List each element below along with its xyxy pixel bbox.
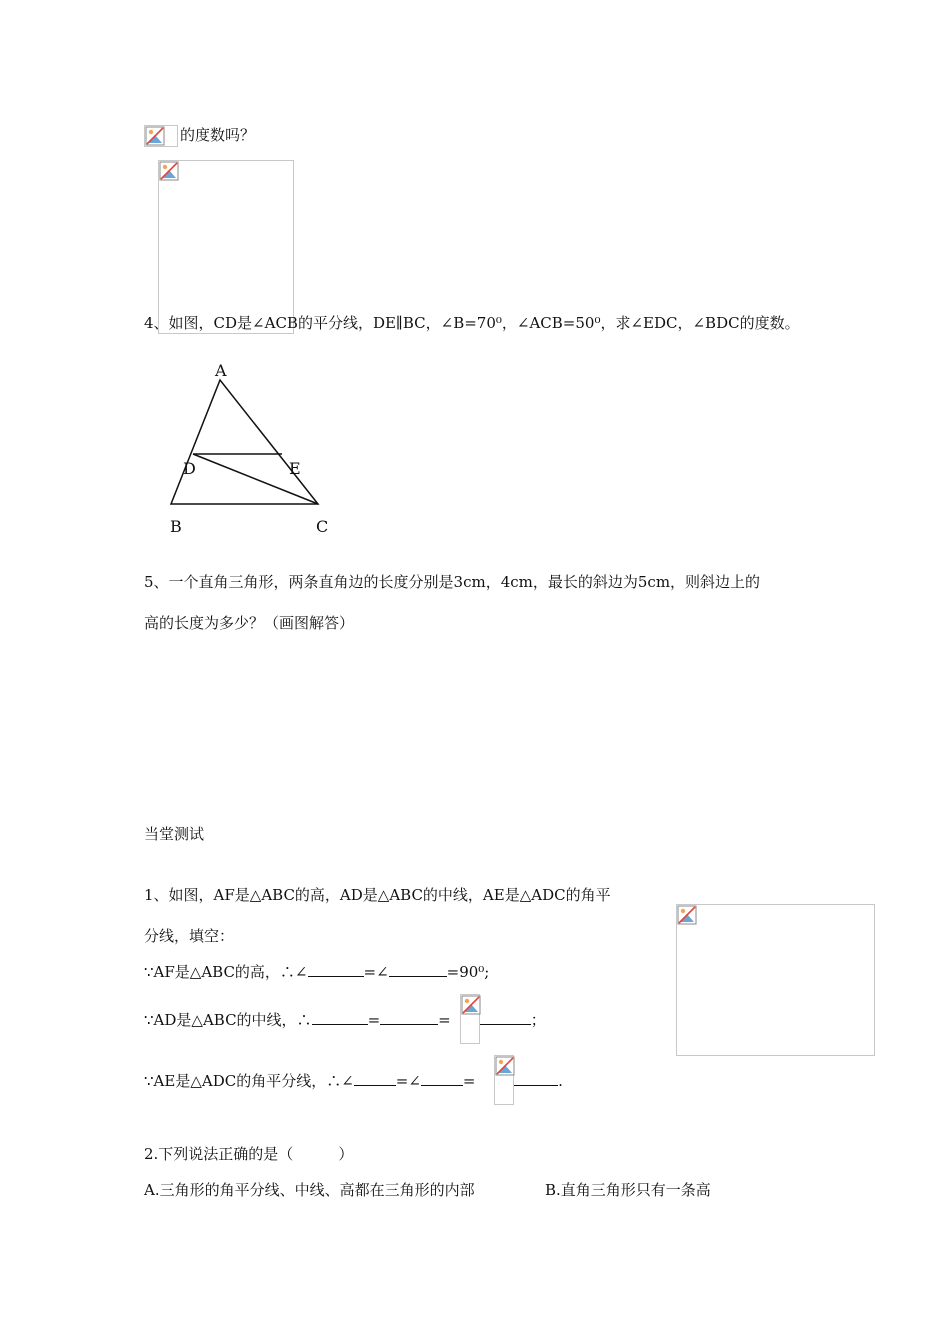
label-b: B: [170, 517, 182, 536]
blank-angle-3[interactable]: [354, 1071, 396, 1086]
text-line-1: 的度数吗？: [180, 126, 256, 144]
t1d-eq: =: [367, 1011, 381, 1029]
label-a: A: [215, 361, 227, 380]
broken-image-inline-3: [494, 1055, 514, 1105]
question-5-line-1: 5、一个直角三角形，两条直角边的长度分别是3cm，4cm，最长的斜边为5cm，则斜边上的: [144, 573, 761, 591]
broken-image-inline-1: [144, 125, 178, 147]
blank-angle-5[interactable]: [510, 1071, 558, 1086]
triangle-figure: [160, 370, 340, 520]
blank-segment-2[interactable]: [380, 1010, 438, 1025]
test-2-option-a: A.三角形的角平分线、中线、高都在三角形的内部: [144, 1181, 475, 1199]
test-1-line-1: 1、如图，AF是△ABC的高，AD是△ABC的中线，AE是△ADC的角平: [144, 886, 611, 904]
triangle-abc: [171, 380, 318, 504]
broken-image-icon: [495, 1056, 515, 1076]
blank-angle-1[interactable]: [308, 962, 364, 977]
question-5-line-2: 高的长度为多少？（画图解答）: [144, 614, 355, 632]
blank-angle-4[interactable]: [421, 1071, 463, 1086]
blank-segment-3[interactable]: [473, 1010, 531, 1025]
broken-image-inline-2: [460, 994, 480, 1044]
section-title: 当堂测试: [144, 825, 205, 843]
label-e: E: [289, 459, 301, 478]
broken-image-figure-1: [158, 160, 294, 334]
t1d-prefix: ∵AD是△ABC的中线，∴: [144, 1011, 312, 1029]
t1e-eq2: =: [462, 1072, 476, 1090]
broken-image-icon: [145, 126, 165, 146]
t1e-eq: =∠: [395, 1072, 421, 1090]
test-1-line-4: [144, 1010, 546, 1030]
t1c-eq: =∠: [363, 963, 389, 981]
t1d-eq2: =: [438, 1011, 451, 1029]
t1c-prefix: ∵AF是△ABC的高，∴∠: [144, 963, 308, 981]
broken-image-icon: [677, 905, 697, 925]
broken-image-icon: [159, 161, 179, 181]
t1d-end: ；: [530, 1011, 546, 1029]
test-1-line-3: [144, 962, 489, 982]
t1e-prefix: ∵AE是△ADC的角平分线，∴∠: [144, 1072, 354, 1090]
test-1-line-2: 分线，填空：: [144, 927, 235, 945]
test-2-question: 2.下列说法正确的是（ ）: [144, 1145, 354, 1163]
broken-image-icon: [461, 995, 481, 1015]
blank-segment-1[interactable]: [312, 1010, 368, 1025]
label-c: C: [316, 517, 329, 536]
broken-image-figure-2: [676, 904, 875, 1056]
blank-angle-2[interactable]: [389, 962, 447, 977]
t1e-end: .: [558, 1072, 563, 1090]
question-4: 4、如图，CD是∠ACB的平分线，DE∥BC，∠B=70⁰，∠ACB=50⁰，求∠EDC，∠BDC的度数。: [144, 314, 800, 332]
t1c-end: =90⁰;: [446, 963, 490, 981]
test-2-option-b: B.直角三角形只有一条高: [545, 1181, 711, 1199]
label-d: D: [183, 459, 196, 478]
